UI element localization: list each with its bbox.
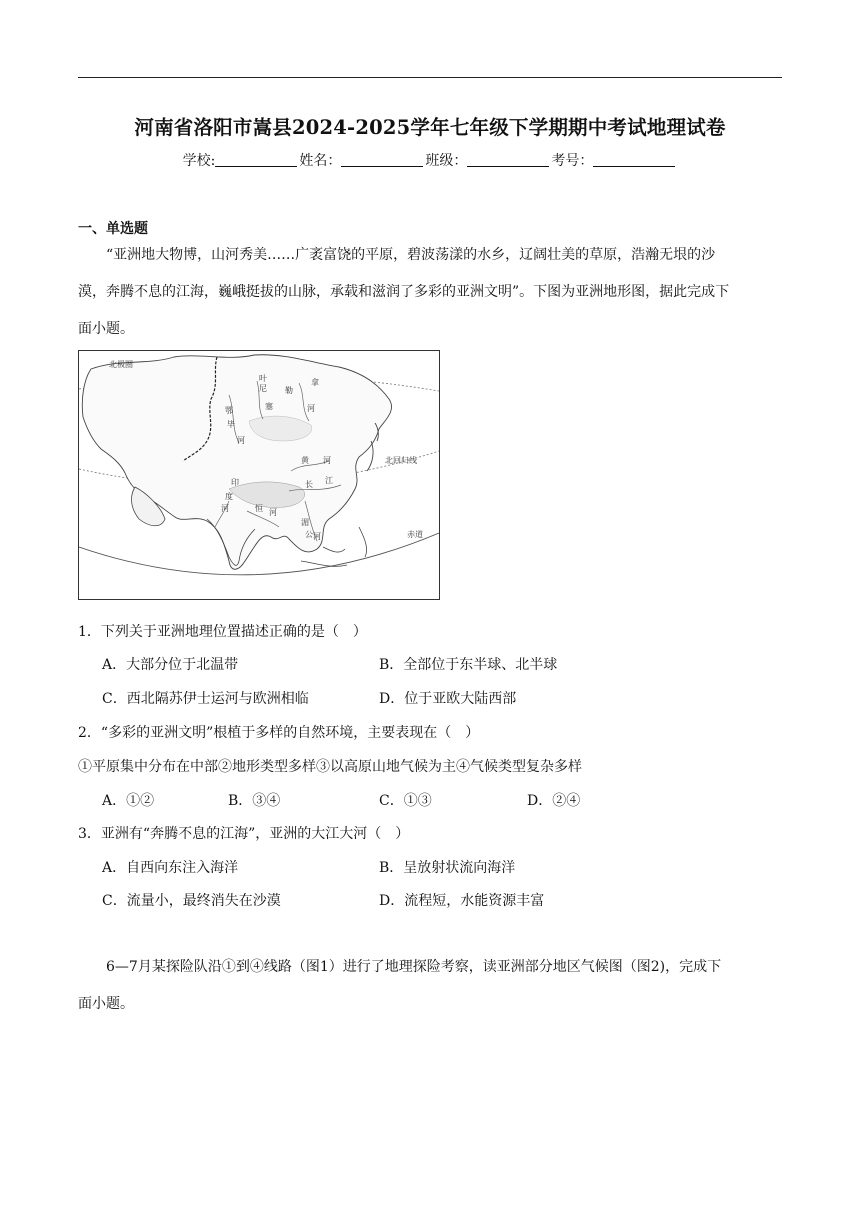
question-3-option-a[interactable]: A．自西向东注入海洋 <box>102 860 239 876</box>
map-label-he-1: 河 <box>307 404 315 413</box>
class-label: 班级： <box>425 153 468 169</box>
class-field[interactable] <box>467 152 549 167</box>
map-label-he-4: 河 <box>221 504 229 513</box>
map-label-huang: 黄 <box>301 456 309 465</box>
question-1-stem: 1．下列关于亚洲地理位置描述正确的是（ ） <box>78 624 367 640</box>
intro-line-2: 漠，奔腾不息的江海，巍峨挺拔的山脉，承载和滋润了多彩的亚洲文明”。下图为亚洲地形图，据此完成下 <box>78 284 730 300</box>
map-label-he-5: 河 <box>269 508 277 517</box>
question-1-option-b[interactable]: B．全部位于东半球、北半球 <box>379 657 558 673</box>
id-label: 考号： <box>551 153 594 169</box>
question-3-stem: 3．亚洲有“奔腾不息的江海”，亚洲的大江大河（ ） <box>78 826 410 842</box>
intro2-line-2: 面小题。 <box>78 996 134 1012</box>
map-label-tropic: 北回归线 <box>385 456 417 465</box>
map-label-mei: 湄 <box>301 518 309 527</box>
exam-title: 河南省洛阳市嵩县2024-2025学年七年级下学期期中考试地理试卷 <box>134 116 726 139</box>
map-label-ni: 尼 <box>259 384 267 393</box>
question-2-stem: 2．“多彩的亚洲文明”根植于多样的自然环境，主要表现在（ ） <box>78 725 480 741</box>
question-2-option-d[interactable]: D．②④ <box>527 793 581 809</box>
question-1-option-d[interactable]: D．位于亚欧大陆西部 <box>379 691 517 707</box>
section-title: 一、单选题 <box>78 221 148 237</box>
map-label-na: 拿 <box>311 378 319 387</box>
intro2-line-1: 6—7月某探险队沿①到④线路（图1）进行了地理探险考察，读亚洲部分地区气候图（图2)，完成下 <box>106 959 722 975</box>
map-label-yin: 印 <box>231 478 239 487</box>
question-2-option-c[interactable]: C．①③ <box>379 793 432 809</box>
map-label-chang: 长 <box>305 480 313 489</box>
map-label-arctic-circle: 北极圈 <box>109 360 133 369</box>
asia-outline <box>82 355 391 570</box>
map-label-he-6: 河 <box>313 532 321 541</box>
student-info-line <box>0 150 860 170</box>
asia-terrain-map <box>78 350 440 600</box>
question-3-option-d[interactable]: D．流程短，水能资源丰富 <box>379 893 545 909</box>
question-3-option-c[interactable]: C．流量小，最终消失在沙漠 <box>102 893 281 909</box>
map-label-equator: 赤道 <box>407 530 423 539</box>
map-label-e: 鄂 <box>225 406 233 415</box>
map-label-gong: 公 <box>305 530 313 539</box>
intro2-paragraph <box>78 949 780 1023</box>
intro-line-1: “亚洲地大物博，山河秀美……广袤富饶的平原，碧波荡漾的水乡，辽阔壮美的草原，浩瀚无垠的沙 <box>106 247 716 263</box>
name-label: 姓名： <box>299 153 342 169</box>
map-label-sai: 塞 <box>265 402 273 411</box>
question-1-option-c[interactable]: C．西北隔苏伊士运河与欧洲相临 <box>102 691 309 707</box>
map-label-jiang: 江 <box>325 476 333 485</box>
question-3-option-b[interactable]: B．呈放射状流向海洋 <box>379 860 516 876</box>
school-label: 学校: <box>182 153 216 169</box>
name-field[interactable] <box>341 152 423 167</box>
school-field[interactable] <box>215 152 297 167</box>
id-field[interactable] <box>593 152 675 167</box>
question-2-statements: ①平原集中分布在中部②地形类型多样③以高原山地气候为主④气候类型复杂多样 <box>78 759 582 775</box>
map-label-ye: 叶 <box>259 374 267 383</box>
map-label-bi: 毕 <box>227 420 235 429</box>
question-2-option-b[interactable]: B．③④ <box>228 793 281 809</box>
map-label-he-2: 河 <box>237 436 245 445</box>
intro-paragraph <box>78 237 780 348</box>
question-2-option-a[interactable]: A．①② <box>102 793 155 809</box>
map-label-du: 度 <box>225 492 233 501</box>
map-label-heng: 恒 <box>255 504 263 513</box>
question-1-option-a[interactable]: A．大部分位于北温带 <box>102 657 239 673</box>
intro-line-3: 面小题。 <box>78 321 134 337</box>
map-label-he-3: 河 <box>323 456 331 465</box>
header-rule <box>78 77 782 78</box>
map-label-le: 勒 <box>285 386 293 395</box>
